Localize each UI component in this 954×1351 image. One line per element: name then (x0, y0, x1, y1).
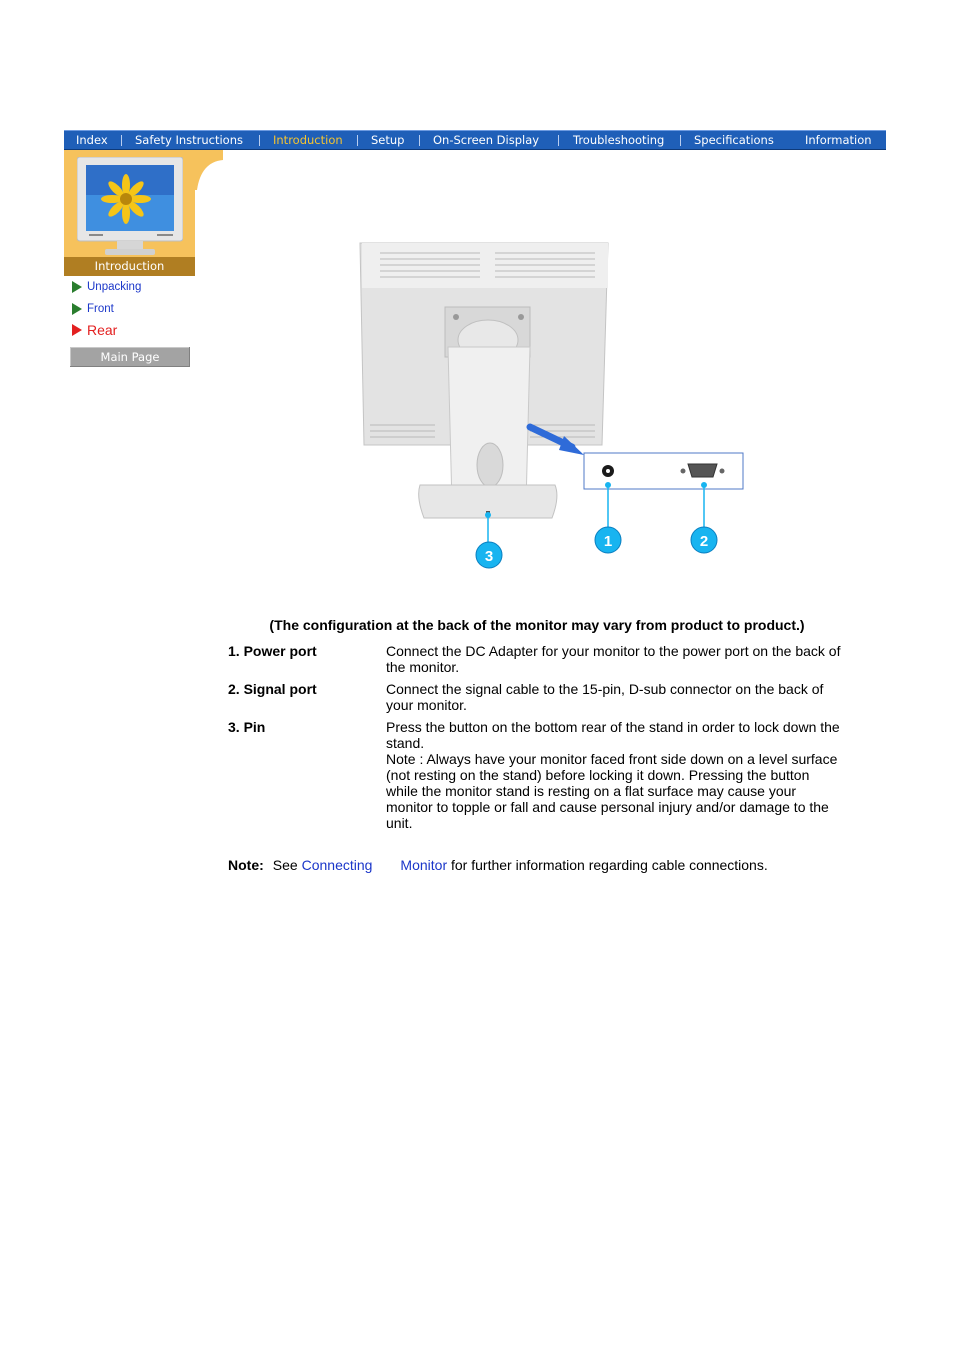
cable-connection-note (228, 857, 768, 873)
note-label: Note: (228, 857, 264, 873)
sidebar-link-rear[interactable] (72, 322, 117, 338)
nav-setup[interactable]: Setup (371, 133, 405, 147)
callout-number: 3 (484, 548, 494, 565)
nav-separator (419, 135, 420, 146)
item-description: Connect the signal cable to the 15-pin, D-sub connector on the back of your monitor. (386, 681, 824, 713)
item-description: Press the button on the bottom rear of the stand in order to lock down the stand. (386, 719, 840, 751)
figure-caption: (The configuration at the back of the monitor may vary from product to product.) (269, 617, 805, 633)
main-page-button[interactable]: Main Page (70, 347, 190, 367)
nav-troubleshooting[interactable]: Troubleshooting (573, 133, 665, 147)
sidebar-link-unpacking[interactable] (72, 281, 141, 293)
top-nav-bar (64, 130, 886, 150)
monitor-link[interactable]: Monitor (400, 857, 448, 873)
nav-information[interactable]: Information (805, 133, 872, 147)
nav-separator (558, 135, 559, 146)
sidebar-link-front[interactable] (72, 303, 114, 315)
nav-introduction[interactable]: Introduction (273, 133, 343, 147)
sidebar-link-label: Rear (87, 322, 118, 338)
item-term: 2. Signal port (228, 681, 317, 697)
nav-separator (680, 135, 681, 146)
sidebar-section-title: Introduction (64, 257, 195, 276)
sidebar-link-label: Front (87, 303, 114, 315)
arrow-right-icon (72, 324, 82, 336)
nav-separator (259, 135, 260, 146)
item-term: 1. Power port (228, 643, 317, 659)
sidebar-link-label: Unpacking (87, 281, 142, 293)
nav-safety-instructions[interactable]: Safety Instructions (135, 133, 243, 147)
nav-specifications[interactable]: Specifications (694, 133, 774, 147)
arrow-right-icon (72, 281, 82, 293)
item-description-block (386, 719, 844, 831)
nav-separator (121, 135, 122, 146)
callout-2 (691, 527, 717, 553)
connecting-link[interactable]: Connecting (301, 857, 373, 873)
nav-index[interactable]: Index (76, 133, 108, 147)
arrow-right-icon (72, 303, 82, 315)
nav-on-screen-display[interactable]: On-Screen Display (433, 133, 540, 147)
note-rest-text: for further information regarding cable connections. (451, 857, 768, 873)
callout-3 (476, 542, 502, 568)
monitor-rear-diagram (340, 235, 760, 580)
item-term: 3. Pin (228, 719, 266, 735)
item-description: Connect the DC Adapter for your monitor to the power port on the back of the monitor. (386, 643, 841, 675)
sidebar-corner-curve (195, 150, 223, 190)
callout-number: 1 (603, 533, 613, 550)
callout-number: 2 (699, 533, 709, 550)
note-see-text: See (272, 857, 298, 873)
callout-1 (595, 527, 621, 553)
monitor-thumbnail-image (77, 157, 183, 260)
nav-separator (357, 135, 358, 146)
item-warning-note: Note : Always have your monitor faced front side down on a level surface (not resting on the stand) before locking it down. Pressing the button while the monitor stand is resting on a flat surface may cause your monitor to topple or fall and cause personal injury and/or damage to the unit. (386, 751, 838, 831)
